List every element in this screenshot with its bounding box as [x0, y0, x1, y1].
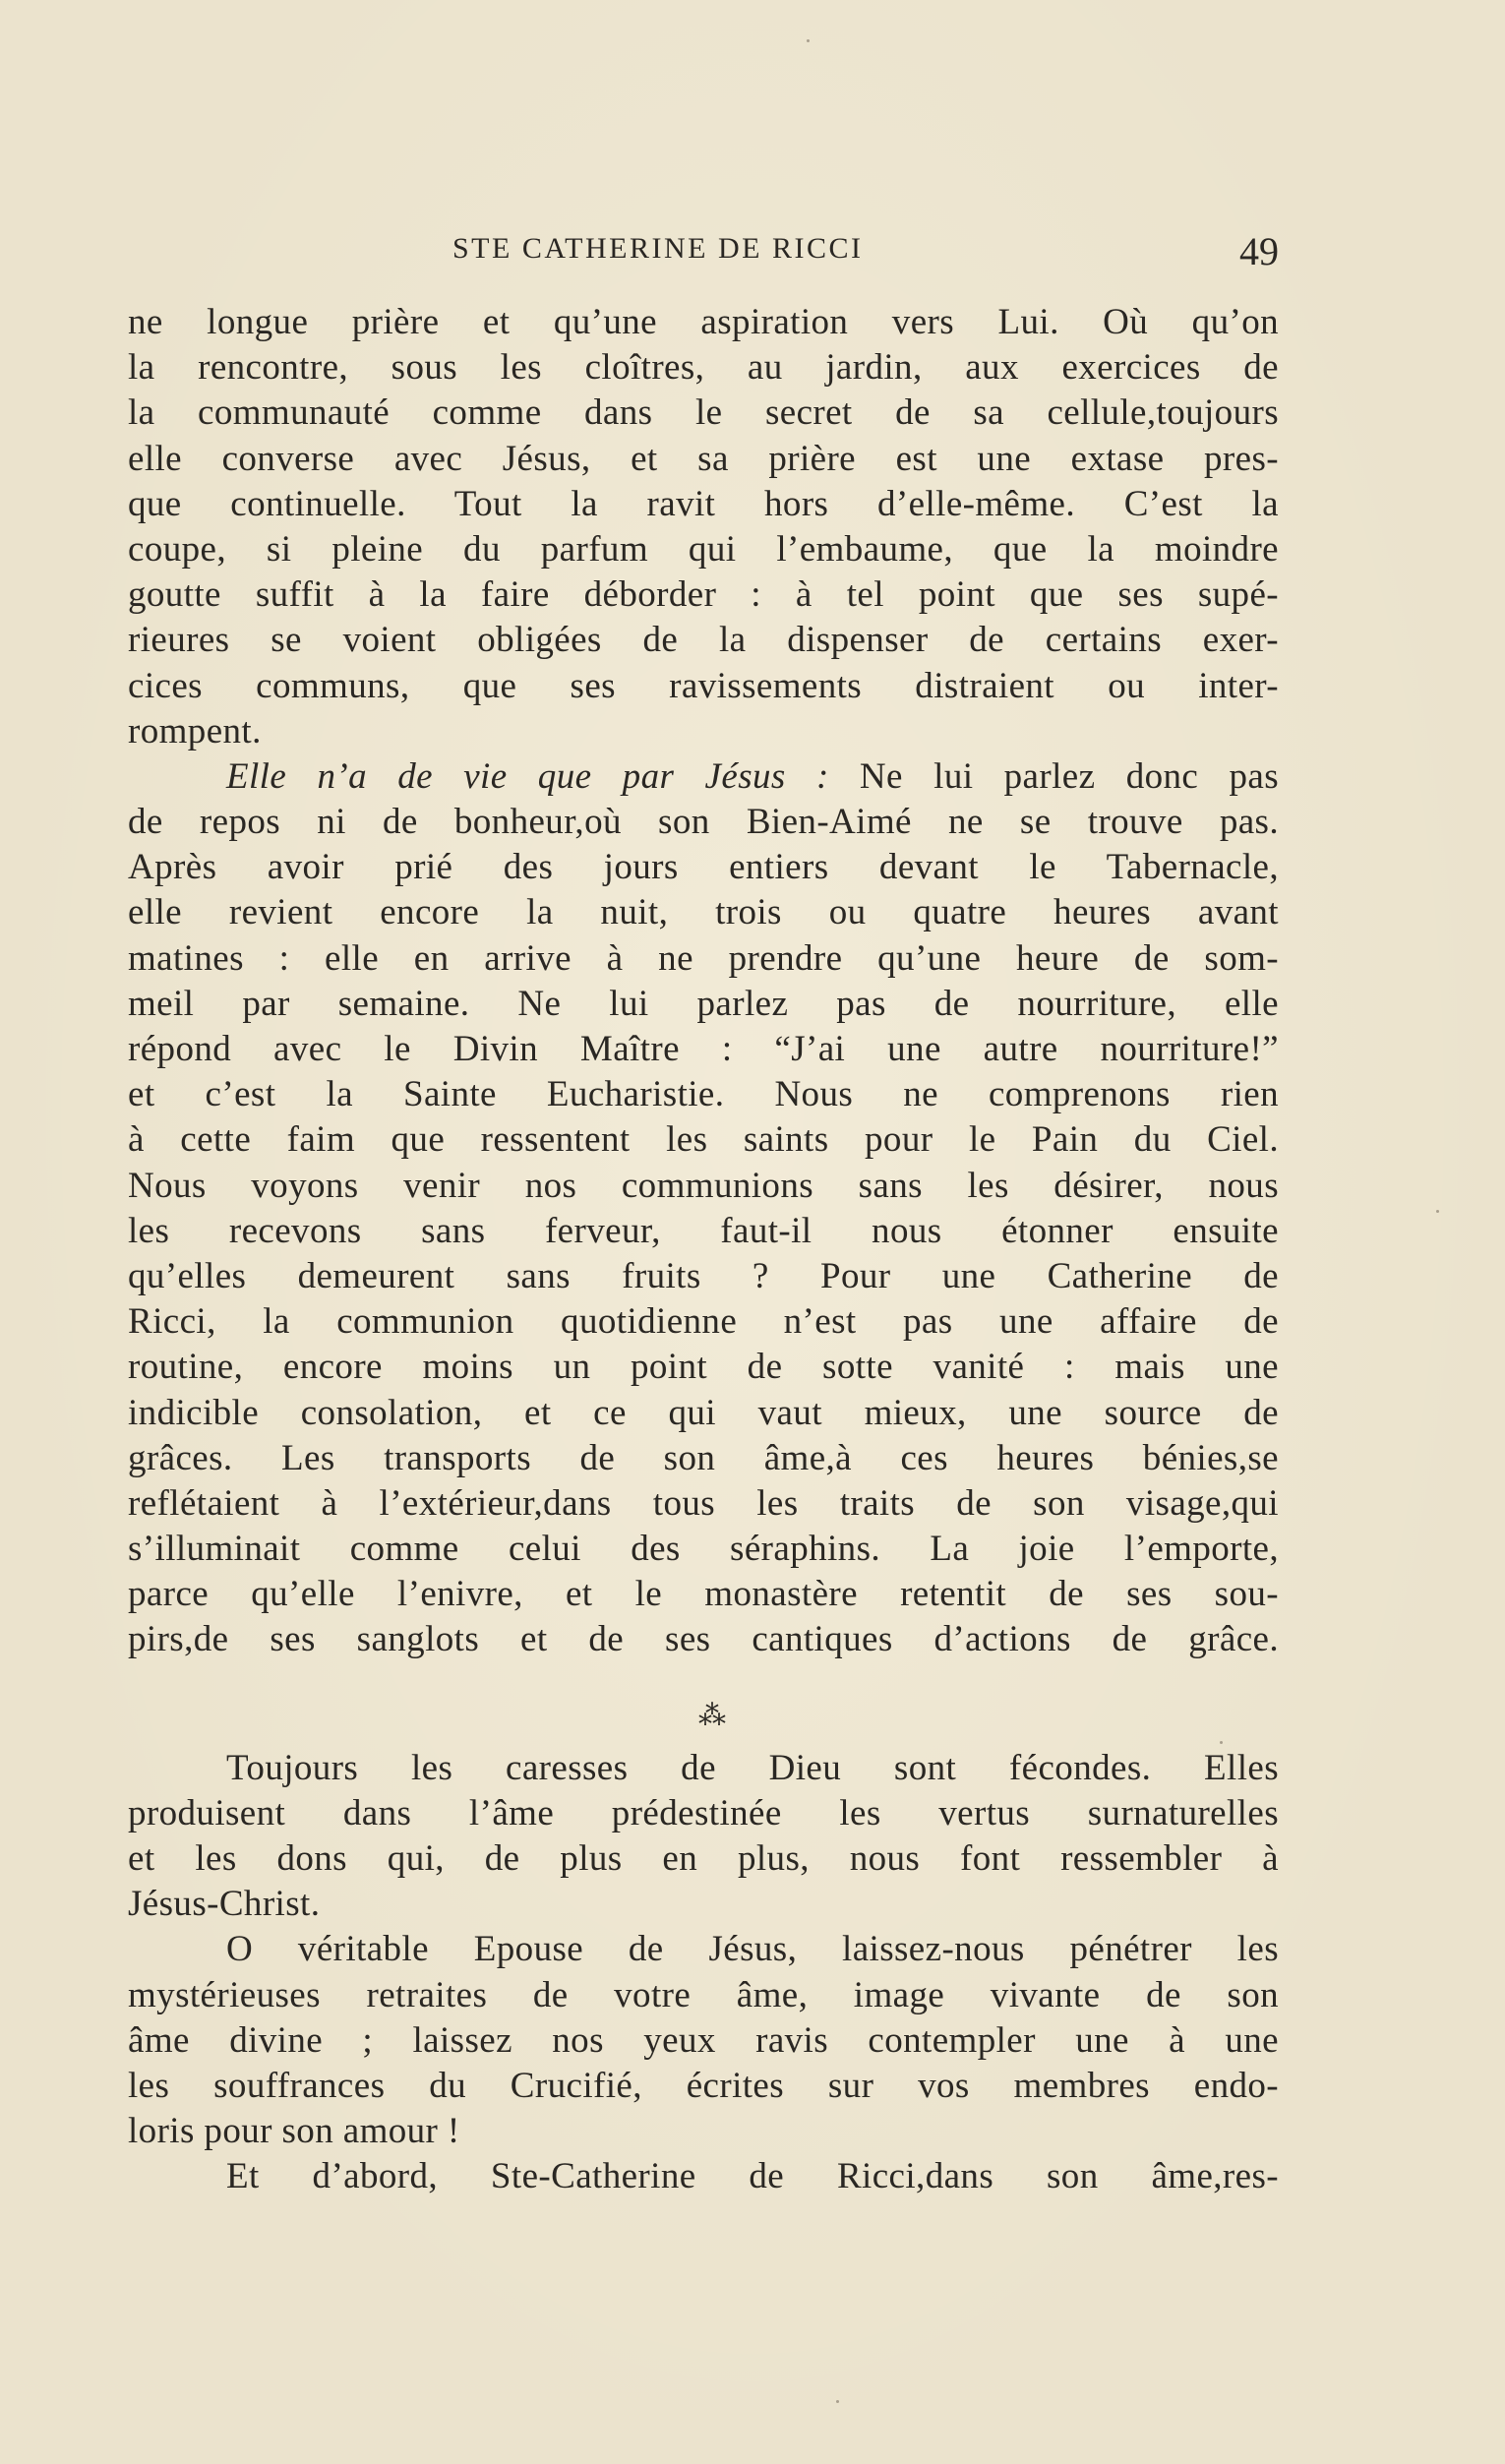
text-line: produisent dans l’âme prédestinée les vertus surnaturelles — [128, 1792, 1279, 1833]
text-line: pirs,de ses sanglots et de ses cantiques d’actions de grâce. — [128, 1619, 1279, 1660]
body-text — [128, 300, 1279, 2200]
paper-speck — [807, 39, 810, 42]
section-gap — [128, 1663, 1279, 1687]
text-line: la communauté comme dans le secret de sa cellule,toujours — [128, 392, 1279, 434]
text-line: la rencontre, sous les cloîtres, au jardin, aux exercices de — [128, 347, 1279, 389]
page-header — [128, 222, 1279, 281]
text-line: O véritable Epouse de Jésus, laissez-nous pénétrer les — [226, 1929, 1279, 1970]
page-number: 49 — [1239, 229, 1279, 273]
text-line: Ricci, la communion quotidienne n’est pas une affaire de — [128, 1301, 1279, 1343]
running-title: STE CATHERINE DE RICCI — [452, 232, 864, 265]
text-line: elle revient encore la nuit, trois ou quatre heures avant — [128, 892, 1279, 933]
text-line: loris pour son amour ! — [128, 2111, 460, 2152]
text-line: que continuelle. Tout la ravit hors d’elle-même. C’est la — [128, 483, 1279, 524]
text-line: les souffrances du Crucifié, écrites sur vos membres endo- — [128, 2065, 1279, 2106]
text-line: cices communs, que ses ravissements distraient ou inter- — [128, 665, 1279, 706]
text-line: et c’est la Sainte Eucharistie. Nous ne comprenons rien — [128, 1074, 1279, 1115]
text-line: Toujours les caresses de Dieu sont fécondes. Elles — [226, 1747, 1279, 1788]
text-line: rompent. — [128, 710, 262, 751]
text-line: Après avoir prié des jours entiers devant le Tabernacle, — [128, 847, 1279, 888]
text-line: meil par semaine. Ne lui parlez pas de nourriture, elle — [128, 983, 1279, 1024]
text-line: qu’elles demeurent sans fruits ? Pour une Catherine de — [128, 1255, 1279, 1296]
text-line: goutte suffit à la faire déborder : à tel point que ses supé- — [128, 574, 1279, 616]
text-line: coupe, si pleine du parfum qui l’embaume, que la moindre — [128, 528, 1279, 570]
text-line: s’illuminait comme celui des séraphins. La joie l’emporte, — [128, 1529, 1279, 1570]
text-line: rieures se voient obligées de la dispenser de certains exer- — [128, 620, 1279, 661]
paragraph-5 — [128, 2154, 1279, 2199]
text-line: reflétaient à l’extérieur,dans tous les traits de son visage,qui — [128, 1482, 1279, 1524]
text-line: de repos ni de bonheur,où son Bien-Aimé ne se trouve pas. — [128, 802, 1279, 843]
text-line: répond avec le Divin Maître : “J’ai une autre nourriture!” — [128, 1029, 1279, 1069]
text-line: indicible consolation, et ce qui vaut mieux, une source de — [128, 1392, 1279, 1433]
text-line: routine, encore moins un point de sotte vanité : mais une — [128, 1347, 1279, 1388]
text-line: parce qu’elle l’enivre, et le monastère retentit de ses sou- — [128, 1574, 1279, 1615]
paper-speck — [1220, 1741, 1223, 1744]
text-line — [128, 754, 1279, 800]
paragraph-2 — [128, 754, 1279, 1663]
text-line: Nous voyons venir nos communions sans les désirer, nous — [128, 1165, 1279, 1206]
text-line: à cette faim que ressentent les saints pour le Pain du Ciel. — [128, 1119, 1279, 1161]
asterism-ornament: ⁂ — [698, 1700, 728, 1731]
text-line: Et d’abord, Ste-Catherine de Ricci,dans son âme,res- — [226, 2156, 1279, 2197]
text-line: elle converse avec Jésus, et sa prière est une extase pres- — [128, 438, 1279, 479]
text-line: matines : elle en arrive à ne prendre qu’une heure de som- — [128, 937, 1279, 979]
text-line: âme divine ; laissez nos yeux ravis contempler une à une — [128, 2019, 1279, 2061]
line-rest: Ne lui parlez donc pas — [828, 755, 1279, 797]
text-line: grâces. Les transports de son âme,à ces heures bénies,se — [128, 1437, 1279, 1478]
italic-lead: Elle n’a de vie que par Jésus : — [226, 755, 829, 797]
paragraph-4 — [128, 1927, 1279, 2154]
text-line: et les dons qui, de plus en plus, nous font ressembler à — [128, 1838, 1279, 1879]
text-line: Jésus-Christ. — [128, 1884, 321, 1925]
text-line: les recevons sans ferveur, faut-il nous étonner ensuite — [128, 1210, 1279, 1251]
text-line: mystérieuses retraites de votre âme, image vivante de son — [128, 1974, 1279, 2015]
paper-speck — [836, 2400, 839, 2403]
paragraph-3 — [128, 1746, 1279, 1928]
paper-speck — [1436, 1210, 1439, 1213]
paragraph-1 — [128, 300, 1279, 754]
text-line: ne longue prière et qu’une aspiration vers Lui. Où qu’on — [128, 302, 1279, 342]
